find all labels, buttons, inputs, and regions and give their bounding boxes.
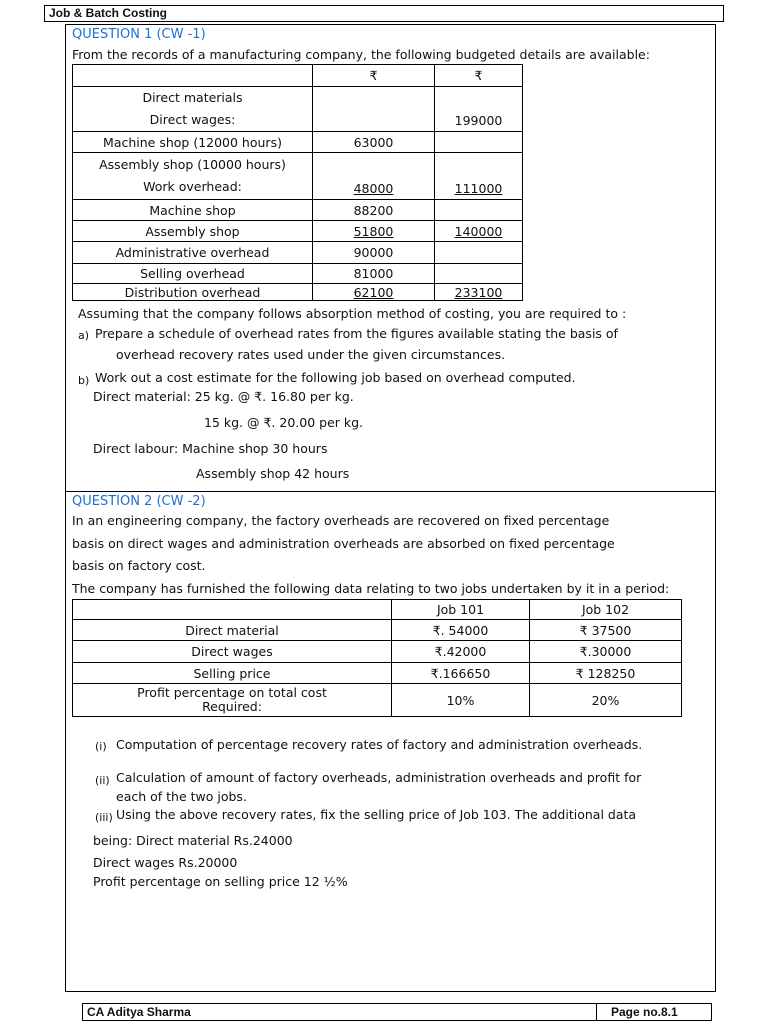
q2-iii-text3: Direct wages Rs.20000 bbox=[93, 855, 238, 870]
table-cell: Profit percentage on total cost Required: bbox=[73, 684, 392, 717]
table-row bbox=[73, 242, 523, 264]
table-row bbox=[73, 200, 523, 221]
table-cell: ₹.42000 bbox=[392, 641, 530, 663]
table-cell: Machine shop bbox=[73, 200, 313, 221]
q2-iii-label: (iii) bbox=[95, 811, 113, 824]
table-row bbox=[73, 264, 523, 284]
table-row bbox=[73, 641, 682, 663]
table-cell bbox=[313, 87, 435, 132]
table-cell: 88200 bbox=[313, 200, 435, 221]
q1-direct-labour-1: Direct labour: Machine shop 30 hours bbox=[93, 441, 328, 456]
table-cell: 233100 bbox=[435, 284, 523, 301]
q2-i-text: Computation of percentage recovery rates of factory and administration overheads. bbox=[116, 737, 643, 752]
table-cell: 81000 bbox=[313, 264, 435, 284]
q1-direct-labour-2: Assembly shop 42 hours bbox=[196, 466, 350, 481]
table-cell: Job 102 bbox=[530, 600, 682, 620]
table-cell: Distribution overhead bbox=[73, 284, 313, 301]
table-cell bbox=[73, 65, 313, 87]
table-cell: 10% bbox=[392, 684, 530, 717]
q1-intro: From the records of a manufacturing company, the following budgeted details are available: bbox=[72, 47, 650, 62]
q2-paragraph-line2: basis on direct wages and administration overheads are absorbed on fixed percentage bbox=[72, 536, 615, 551]
q2-iii-text2: being: Direct material Rs.24000 bbox=[93, 833, 293, 848]
table-cell: ₹ bbox=[435, 65, 523, 87]
q2-iii-text1: Using the above recovery rates, fix the selling price of Job 103. The additional data bbox=[116, 807, 637, 822]
q1-assuming: Assuming that the company follows absorption method of costing, you are required to : bbox=[78, 306, 627, 321]
table-row bbox=[73, 87, 523, 132]
table-cell: 140000 bbox=[435, 221, 523, 242]
q2-i-label: (i) bbox=[95, 740, 107, 753]
table-cell bbox=[435, 242, 523, 264]
table-row bbox=[73, 284, 523, 301]
table-row bbox=[73, 132, 523, 153]
table-cell bbox=[435, 132, 523, 153]
table-cell: Assembly shop bbox=[73, 221, 313, 242]
table-row bbox=[73, 600, 682, 620]
table-cell: ₹.30000 bbox=[530, 641, 682, 663]
q2-ii-text1: Calculation of amount of factory overheads, administration overheads and profit for bbox=[116, 770, 642, 785]
table-cell: 51800 bbox=[313, 221, 435, 242]
q1-b-label: b) bbox=[78, 374, 90, 387]
table-row bbox=[73, 153, 523, 200]
table-row bbox=[73, 65, 523, 87]
table-cell bbox=[435, 200, 523, 221]
q1-a-line2: overhead recovery rates used under the given circumstances. bbox=[116, 347, 506, 362]
table-row bbox=[73, 684, 682, 717]
table-cell bbox=[435, 264, 523, 284]
table-cell: 90000 bbox=[313, 242, 435, 264]
q1-b-line: Work out a cost estimate for the following job based on overhead computed. bbox=[95, 370, 576, 385]
table-cell: 199000 bbox=[435, 87, 523, 132]
page-header: Job & Batch Costing bbox=[44, 5, 724, 22]
q2-paragraph-line3: basis on factory cost. bbox=[72, 558, 206, 573]
table-cell: 63000 bbox=[313, 132, 435, 153]
table-cell: Machine shop (12000 hours) bbox=[73, 132, 313, 153]
table-cell: 20% bbox=[530, 684, 682, 717]
table-row bbox=[73, 620, 682, 641]
table-cell: ₹ bbox=[313, 65, 435, 87]
q1-direct-material-2: 15 kg. @ ₹. 20.00 per kg. bbox=[204, 415, 364, 430]
q2-ii-text2: each of the two jobs. bbox=[116, 789, 247, 804]
footer-page-number: Page no.8.1 bbox=[597, 1003, 712, 1021]
table-cell: Direct wages bbox=[73, 641, 392, 663]
table-cell: Administrative overhead bbox=[73, 242, 313, 264]
table-row bbox=[73, 663, 682, 684]
table-cell bbox=[73, 600, 392, 620]
q1-a-line1: Prepare a schedule of overhead rates from the figures available stating the basis of bbox=[95, 326, 618, 341]
q2-paragraph-line1: In an engineering company, the factory overheads are recovered on fixed percentage bbox=[72, 513, 610, 528]
table-cell: Job 101 bbox=[392, 600, 530, 620]
table-cell: ₹ 37500 bbox=[530, 620, 682, 641]
table-cell: 62100 bbox=[313, 284, 435, 301]
q2-title: QUESTION 2 (CW -2) bbox=[72, 494, 206, 509]
question-divider bbox=[65, 491, 716, 492]
table-cell: Direct materials Direct wages: bbox=[73, 87, 313, 132]
footer-author: CA Aditya Sharma bbox=[82, 1003, 597, 1021]
q1-a-label: a) bbox=[78, 329, 90, 342]
table-cell: ₹.166650 bbox=[392, 663, 530, 684]
table-cell: 48000 bbox=[313, 153, 435, 200]
q2-paragraph-line4: The company has furnished the following data relating to two jobs undertaken by it in a period: bbox=[72, 581, 670, 596]
table-cell: Assembly shop (10000 hours) Work overhead: bbox=[73, 153, 313, 200]
q1-table bbox=[72, 64, 523, 301]
q1-title: QUESTION 1 (CW -1) bbox=[72, 27, 206, 42]
table-cell: ₹ 128250 bbox=[530, 663, 682, 684]
q2-iii-text4: Profit percentage on selling price 12 ½% bbox=[93, 874, 348, 889]
q1-direct-material-1: Direct material: 25 kg. @ ₹. 16.80 per kg. bbox=[93, 389, 354, 404]
table-cell: 111000 bbox=[435, 153, 523, 200]
table-cell: Direct material bbox=[73, 620, 392, 641]
table-cell: Selling overhead bbox=[73, 264, 313, 284]
table-row bbox=[73, 221, 523, 242]
q2-table bbox=[72, 599, 682, 717]
table-cell: Selling price bbox=[73, 663, 392, 684]
q2-ii-label: (ii) bbox=[95, 774, 110, 787]
table-cell: ₹. 54000 bbox=[392, 620, 530, 641]
